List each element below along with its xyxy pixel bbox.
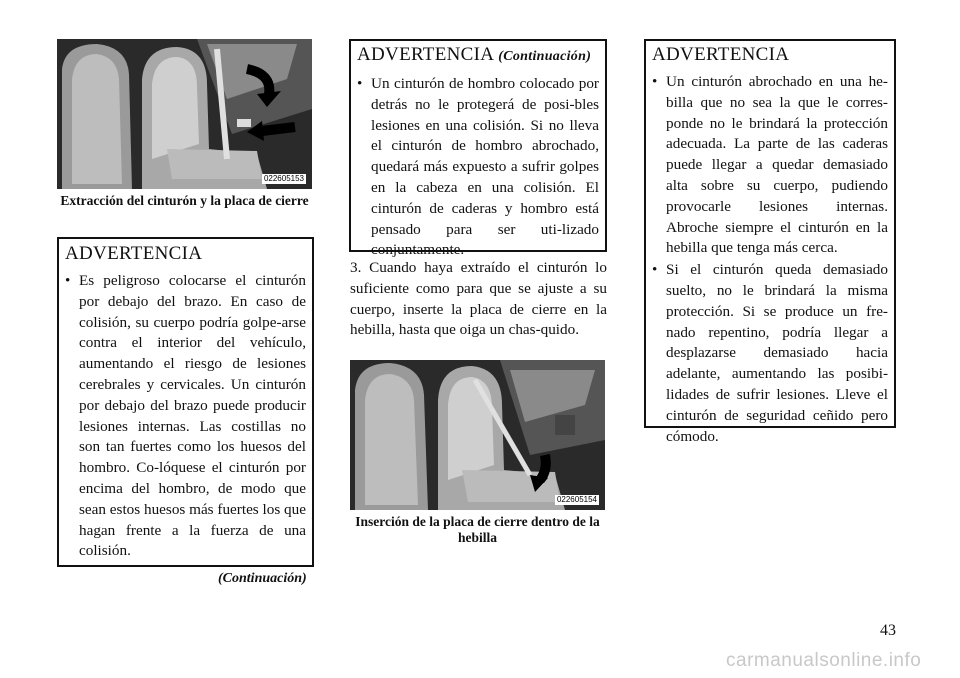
seat-illustration xyxy=(350,360,605,510)
warning-title: ADVERTENCIA (Continuación) xyxy=(357,44,592,65)
warning-title-suffix: (Continuación) xyxy=(498,49,592,64)
figure-caption: Inserción de la placa de cierre dentro de la hebilla xyxy=(355,514,600,545)
figure-code: 022605154 xyxy=(556,495,597,504)
continued-label: (Continuación) xyxy=(218,571,307,586)
figure-caption: Extracción del cinturón y la placa de cierre xyxy=(60,193,309,208)
figure-buckle-insertion xyxy=(350,360,605,510)
seat-illustration xyxy=(57,39,312,189)
warning-item: • Un cinturón de hombro colocado por detrás no le protegerá de posi-bles lesiones en una colisión. Si no lleva el cinturón de hombro abrochado, quedará más expuesto a sufrir golpes en la cabeza en una colisión. El cinturón de caderas y hombro está pensado para ser uti-lizado conjuntamente. xyxy=(357,74,599,261)
warning-item: • Un cinturón abrochado en una he-billa que no sea la que le corres-ponde no le brindará la protección adecuada. La parte de las caderas puede llegar a quedar demasiado alta sobre su cuerpo, pudiendo provocarle lesiones internas. Abroche siempre el cinturón en la hebilla que tenga más cerca. xyxy=(652,72,888,259)
figure-belt-extraction xyxy=(57,39,312,189)
warning-title: ADVERTENCIA xyxy=(652,44,790,65)
warning-box-continued xyxy=(349,39,607,259)
page-number: 43 xyxy=(880,622,896,639)
warning-box xyxy=(57,237,314,567)
warning-box xyxy=(644,39,896,445)
figure-code: 022605153 xyxy=(263,174,304,183)
warning-item: • Si el cinturón queda demasiado suelto, no le brindará la misma protección. Si se produce un fre-nado repentino, podría llegar a desplazarse demasiado hacia adelante, aumentando las posibi-lidades de sufrir lesiones. Lleve el cinturón de seguridad ceñido pero cómodo. xyxy=(652,260,888,447)
watermark: carmanualsonline.info xyxy=(726,650,922,671)
step-paragraph: 3. Cuando haya extraído el cinturón lo suficiente como para que se ajuste a su cuerpo, inserte la placa de cierre en la hebilla, hasta que oiga un chas-quido. xyxy=(350,259,607,339)
warning-title: ADVERTENCIA xyxy=(65,243,203,264)
warning-item: • Es peligroso colocarse el cinturón por debajo del brazo. En caso de colisión, su cuerpo podría golpe-arse contra el interior del vehículo, aumentando el riesgo de lesiones cerebrales y cervicales. Un cinturón por debajo del brazo puede producir lesiones internas. Las costillas no son tan fuertes como los huesos del hombro. Co-lóquese el cinturón por encima del hombro, de modo que sean estos huesos más fuertes los que hagan frente a la fuerza de una colisión. xyxy=(65,271,306,562)
